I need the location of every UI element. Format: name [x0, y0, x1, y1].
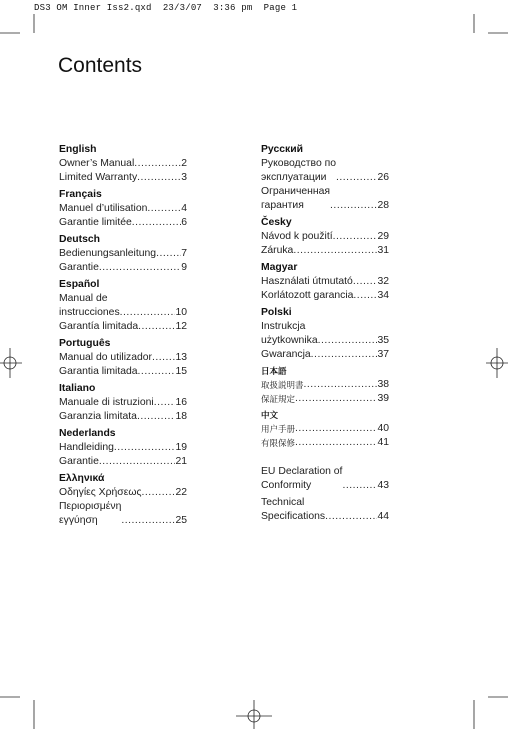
dot-leader [311, 348, 378, 362]
toc-entry-label: Garanzia limitata [59, 411, 137, 422]
contents-right-column [261, 143, 389, 527]
contents-section [59, 233, 187, 275]
toc-page-number: 16 [175, 397, 187, 408]
dot-leader [99, 455, 176, 469]
toc-entry[interactable] [59, 441, 187, 455]
contents-section [261, 261, 389, 303]
toc-entry[interactable] [59, 247, 187, 261]
contents-section [261, 496, 389, 524]
contents-section [59, 382, 187, 424]
toc-entry-label: Περιορισμένη εγγύηση [59, 501, 122, 526]
dot-leader [114, 441, 176, 455]
toc-entry-label: Handleiding [59, 442, 114, 453]
dot-leader [333, 230, 378, 244]
toc-page-number: 9 [181, 262, 187, 273]
toc-entry[interactable] [261, 496, 389, 524]
dot-leader [295, 436, 377, 450]
toc-page-number: 32 [377, 276, 389, 287]
toc-entry-label: Használati útmutató [261, 276, 353, 287]
contents-section [59, 337, 187, 379]
toc-page-number: 22 [175, 487, 187, 498]
toc-page-number: 15 [175, 366, 187, 377]
toc-entry-label: Instrukcja użytkownika [261, 321, 318, 346]
toc-entry[interactable] [261, 230, 389, 244]
toc-entry-label: 保証規定 [261, 394, 296, 404]
dot-leader [99, 261, 181, 275]
dot-leader [336, 171, 377, 185]
toc-entry-label: Návod k použití [261, 231, 333, 242]
toc-entry-label: Záruka [261, 245, 294, 256]
toc-entry-label: 有限保修 [261, 438, 296, 448]
toc-entry-label: Bedienungsanleitung [59, 248, 157, 259]
toc-page-number: 3 [181, 172, 187, 183]
toc-entry[interactable] [59, 365, 187, 379]
toc-entry-label: Руководство по эксплуатации [261, 158, 337, 183]
toc-entry-label: Manuale di istruzioni [59, 397, 154, 408]
toc-entry[interactable] [261, 320, 389, 348]
section-heading: Русский [261, 144, 303, 155]
dot-leader [353, 289, 377, 303]
toc-page-number: 44 [377, 511, 389, 522]
toc-entry-label: Korlátozott garancia [261, 290, 354, 301]
toc-entry[interactable] [261, 289, 389, 303]
dot-leader [330, 199, 377, 213]
dot-leader [293, 244, 377, 258]
dot-leader [342, 479, 377, 493]
toc-entry-label: Garantie [59, 262, 99, 273]
dot-leader [154, 396, 176, 410]
toc-entry[interactable] [261, 157, 389, 185]
section-heading: Español [59, 279, 100, 290]
toc-entry[interactable] [59, 500, 187, 528]
toc-entry[interactable] [59, 202, 187, 216]
dot-leader [121, 514, 175, 528]
dot-leader [137, 171, 181, 185]
toc-entry[interactable] [261, 392, 389, 406]
dot-leader [318, 334, 378, 348]
dot-leader [134, 157, 181, 171]
toc-entry-label: Gwarancja [261, 349, 311, 360]
toc-entry[interactable] [59, 486, 187, 500]
toc-entry[interactable] [261, 275, 389, 289]
dot-leader [137, 410, 175, 424]
toc-entry-label: Manual do utilizador [59, 352, 152, 363]
dot-leader [147, 202, 181, 216]
section-heading: 日本語 [261, 366, 287, 376]
toc-entry-label: Technical Specifications [261, 497, 326, 522]
toc-entry[interactable] [59, 292, 187, 320]
toc-entry[interactable] [59, 216, 187, 230]
dot-leader [325, 510, 377, 524]
toc-page-number: 4 [181, 203, 187, 214]
dot-leader [156, 247, 181, 261]
toc-page-number: 28 [377, 200, 389, 211]
contents-section [261, 465, 389, 493]
page-title: Contents [58, 54, 143, 77]
contents-section [59, 143, 187, 185]
contents-section [261, 306, 389, 362]
contents-section [59, 278, 187, 334]
toc-page-number: 2 [181, 158, 187, 169]
dot-leader [141, 486, 175, 500]
dot-leader [120, 306, 176, 320]
contents-section [59, 472, 187, 528]
toc-entry-label: Οδηγίες Χρήσεως [59, 487, 142, 498]
toc-page-number: 19 [175, 442, 187, 453]
toc-page-number: 29 [377, 231, 389, 242]
toc-entry[interactable] [261, 244, 389, 258]
toc-page-number: 31 [377, 245, 389, 256]
toc-page-number: 26 [377, 172, 389, 183]
toc-page-number: 13 [175, 352, 187, 363]
toc-page-number: 21 [175, 456, 187, 467]
contents-section [261, 216, 389, 258]
dot-leader [152, 351, 175, 365]
section-heading: Ελληνικά [59, 473, 105, 484]
toc-entry-label: Garantie limitée [59, 217, 132, 228]
contents-section [261, 365, 389, 406]
contents-section [59, 188, 187, 230]
contents-section [59, 427, 187, 469]
section-spacer [261, 453, 389, 465]
toc-entry-label: 取扱説明書 [261, 380, 304, 390]
toc-entry[interactable] [261, 348, 389, 362]
toc-entry[interactable] [261, 422, 389, 436]
contents-left-column [59, 143, 187, 531]
toc-entry-label: Garantia limitada [59, 366, 138, 377]
section-heading: Deutsch [59, 234, 100, 245]
toc-entry[interactable] [261, 378, 389, 392]
contents-section [261, 409, 389, 450]
toc-entry-label: Owner’s Manual [59, 158, 135, 169]
toc-page-number: 12 [175, 321, 187, 332]
toc-entry[interactable] [59, 351, 187, 365]
section-heading: Français [59, 189, 102, 200]
section-heading: Česky [261, 217, 292, 228]
dot-leader [132, 216, 181, 230]
toc-page-number: 35 [377, 335, 389, 346]
section-heading: Italiano [59, 383, 96, 394]
section-heading: Nederlands [59, 428, 116, 439]
toc-entry-label: Garantía limitada [59, 321, 139, 332]
toc-page-number: 40 [377, 423, 389, 434]
contents-section [261, 143, 389, 213]
section-heading: Magyar [261, 262, 298, 273]
section-heading: Polski [261, 307, 292, 318]
toc-page-number: 10 [175, 307, 187, 318]
toc-page-number: 41 [377, 437, 389, 448]
toc-entry[interactable] [59, 410, 187, 424]
toc-entry-label: Manuel d’utilisation [59, 203, 148, 214]
toc-page-number: 25 [175, 515, 187, 526]
print-slug: DS3 OM Inner Iss2.qxd 23/3/07 3:36 pm Page 1 [34, 3, 298, 13]
toc-entry-label: Garantie [59, 456, 99, 467]
toc-page-number: 38 [377, 379, 389, 390]
toc-entry[interactable] [59, 157, 187, 171]
toc-entry-label: 用户手册 [261, 424, 296, 434]
dot-leader [138, 320, 175, 334]
toc-page-number: 7 [181, 248, 187, 259]
toc-page-number: 18 [175, 411, 187, 422]
toc-entry[interactable] [261, 185, 389, 213]
dot-leader [295, 422, 377, 436]
dot-leader [295, 392, 377, 406]
section-heading: English [59, 144, 97, 155]
toc-entry[interactable] [59, 396, 187, 410]
toc-entry-label: Ограниченная гарантия [261, 186, 331, 211]
toc-entry-label: EU Declaration of Conformity [261, 466, 343, 491]
toc-entry-label: Limited Warranty [59, 172, 138, 183]
toc-page-number: 37 [377, 349, 389, 360]
toc-page-number: 34 [377, 290, 389, 301]
toc-entry[interactable] [59, 320, 187, 334]
toc-page-number: 6 [181, 217, 187, 228]
toc-entry-label: Manual de instrucciones [59, 293, 120, 318]
toc-entry[interactable] [261, 436, 389, 450]
section-heading: 中文 [261, 410, 279, 420]
section-heading: Português [59, 338, 111, 349]
toc-entry[interactable] [59, 171, 187, 185]
dot-leader [304, 378, 378, 392]
toc-page-number: 39 [377, 393, 389, 404]
toc-entry[interactable] [261, 465, 389, 493]
toc-page-number: 43 [377, 480, 389, 491]
toc-entry[interactable] [59, 455, 187, 469]
dot-leader [138, 365, 176, 379]
toc-entry[interactable] [59, 261, 187, 275]
dot-leader [353, 275, 378, 289]
